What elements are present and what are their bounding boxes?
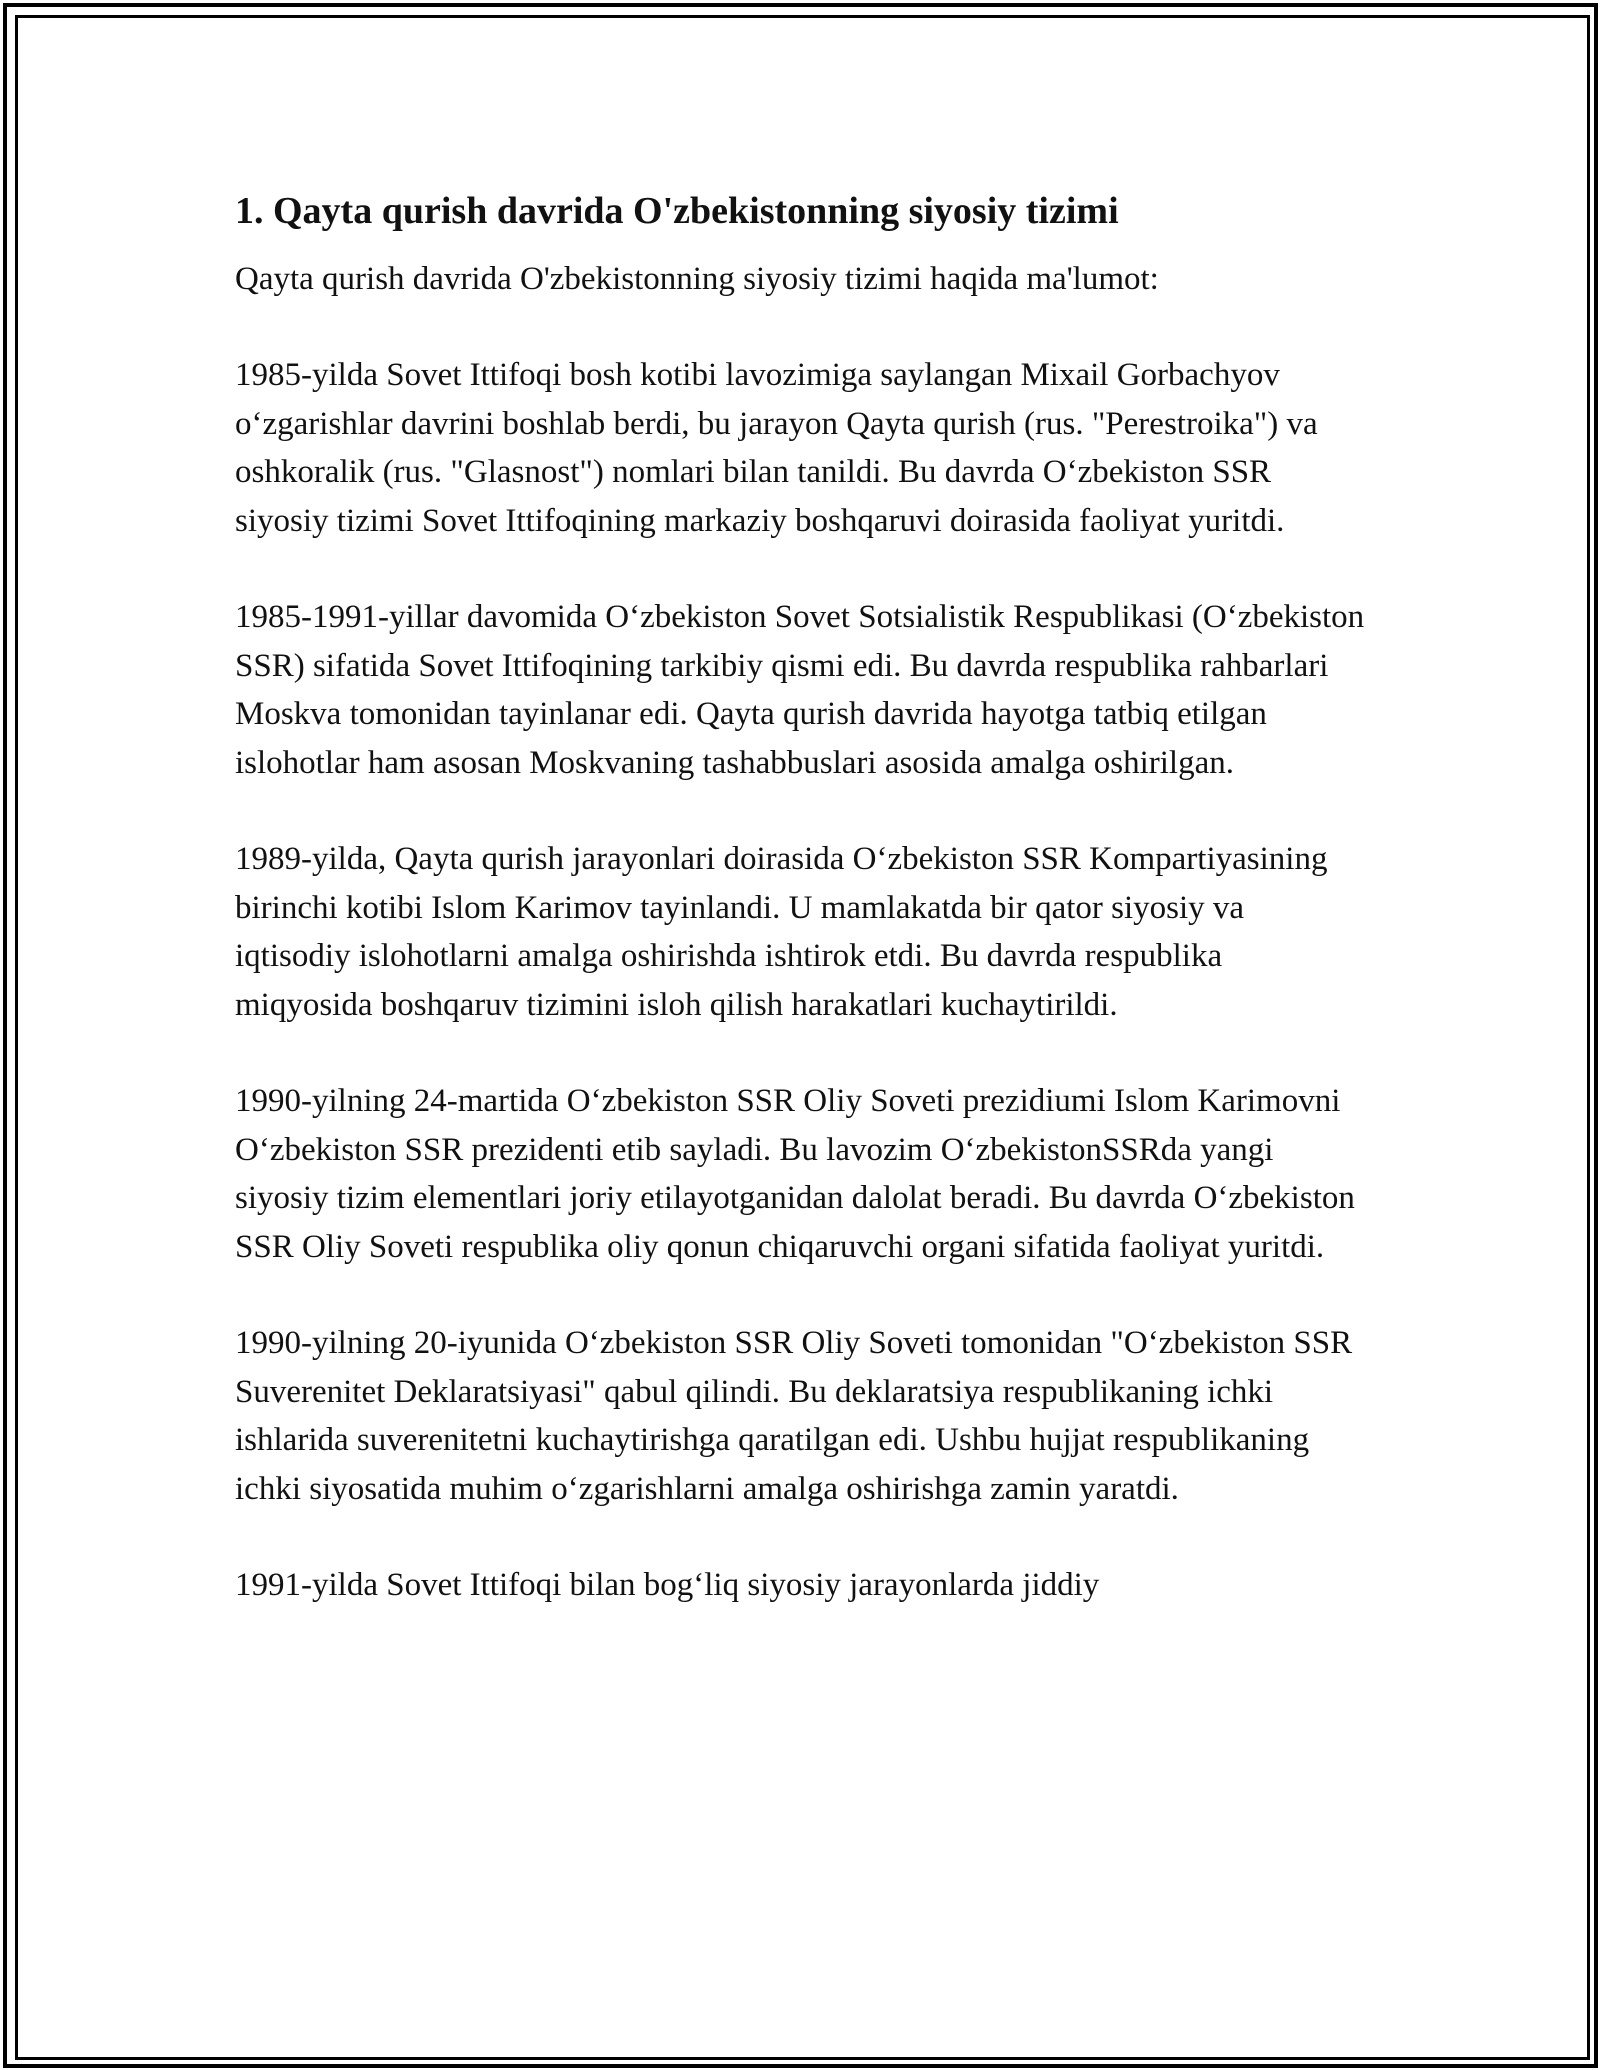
intro-text: Qayta qurish davrida O'zbekistonning siyosiy tizimi haqida ma'lumot: bbox=[235, 261, 1159, 297]
paragraph-1989: 1989-yilda, Qayta qurish jarayonlari doirasida O‘zbekiston SSR Kompartiyasining birinchi kotibi Islom Karimov tayinlandi. U mamlakatda bir qator siyosiy va iqtisodiy islohotlarni amalga oshirishda ishtirok etdi. Bu davrda respublika miqyosida boshqaruv tizimini isloh qilish harakatlari kuchaytirildi. bbox=[235, 841, 1328, 1023]
paragraph-1991: 1991-yilda Sovet Ittifoqi bilan bog‘liq siyosiy jarayonlarda jiddiy bbox=[235, 1567, 1100, 1603]
paragraph-1985: 1985-yilda Sovet Ittifoqi bosh kotibi lavozimiga saylangan Mixail Gorbachyov o‘zgarishlar davrini boshlab berdi, bu jarayon Qayta qurish (rus. "Perestroika") va oshkoralik (rus. "Glasnost") nomlari bilan tanildi. Bu davrda O‘zbekiston SSR siyosiy tizimi Sovet Ittifoqining markaziy boshqaruvi doirasida faoliyat yuritdi. bbox=[235, 357, 1318, 539]
paragraph-1985-1991: 1985-1991-yillar davomida O‘zbekiston Sovet Sotsialistik Respublikasi (O‘zbekiston SSR) sifatida Sovet Ittifoqining tarkibiy qismi edi. Bu davrda respublika rahbarlari Moskva tomonidan tayinlanar edi. Qayta qurish davrida hayotga tatbiq etilgan islohotlar ham asosan Moskvaning tashabbuslari asosida amalga oshirilgan. bbox=[235, 599, 1365, 781]
paragraph-1990-march: 1990-yilning 24-martida O‘zbekiston SSR Oliy Soveti prezidiumi Islom Karimovni O‘zbekiston SSR prezidenti etib sayladi. Bu lavozim O‘zbekistonSSRda yangi siyosiy tizim elementlari joriy etilayotganidan dalolat beradi. Bu davrda O‘zbekiston SSR Oliy Soveti respublika oliy qonun chiqaruvchi organi sifatida faoliyat yuritdi. bbox=[235, 1083, 1355, 1265]
paragraph-1990-june: 1990-yilning 20-iyunida O‘zbekiston SSR Oliy Soveti tomonidan "O‘zbekiston SSR Suverenitet Deklaratsiyasi" qabul qilindi. Bu deklaratsiya respublikaning ichki ishlarida suverenitetni kuchaytirishga qaratilgan edi. Ushbu hujjat respublikaning ichki siyosatida muhim o‘zgarishlarni amalga oshirishga zamin yaratdi. bbox=[235, 1325, 1353, 1507]
document-title: 1. Qayta qurish davrida O'zbekistonning siyosiy tizimi bbox=[235, 190, 1119, 232]
document-body bbox=[235, 185, 1365, 1658]
